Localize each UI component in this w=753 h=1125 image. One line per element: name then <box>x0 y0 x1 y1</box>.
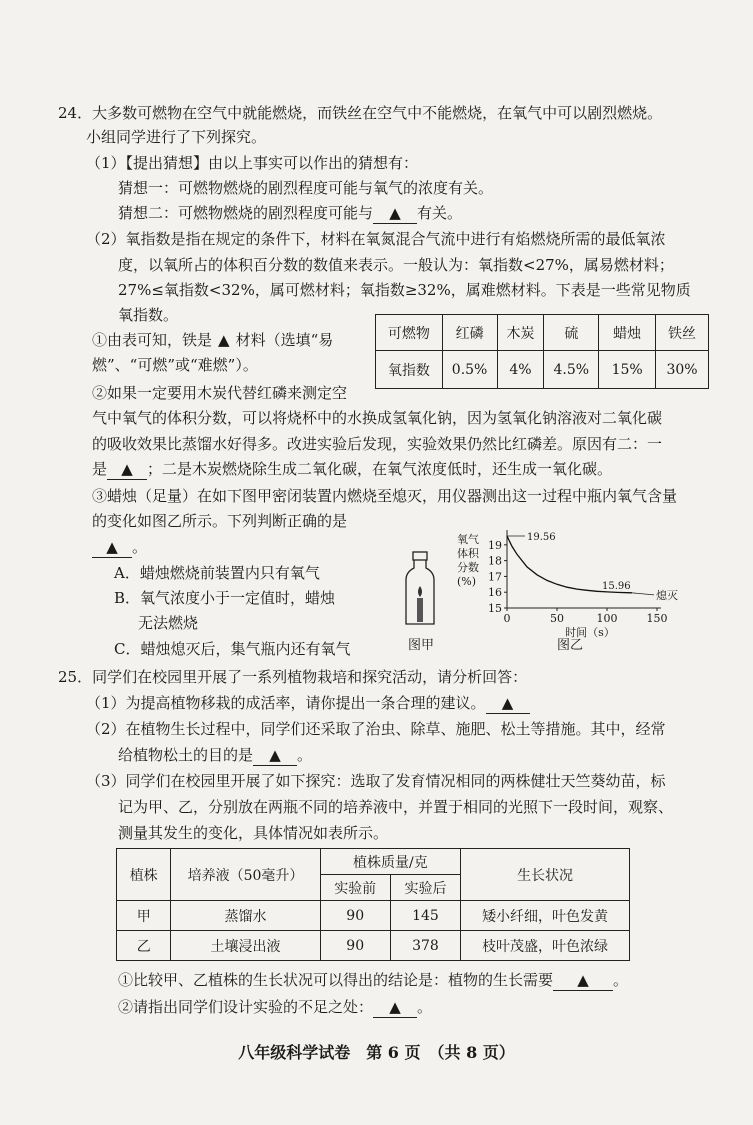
q25-p1 <box>86 693 530 714</box>
blank-mark: ▲ <box>553 970 613 991</box>
q24-line2: 小组同学进行了下列探究。 <box>86 128 267 146</box>
q24-s3-l3 <box>92 537 147 558</box>
cell-plant: 乙 <box>117 931 171 961</box>
cell-before: 90 <box>320 931 390 961</box>
th-charcoal: 木炭 <box>497 315 544 351</box>
q25-line1: 25．同学们在校园里开展了一系列植物栽培和探究活动，请分析回答： <box>58 668 528 686</box>
s3-end: 。 <box>132 538 148 556</box>
y-tick-label: 15 <box>488 602 502 615</box>
q24-s2-l1: ②如果一定要用木炭代替红磷来测定空 <box>92 384 348 402</box>
option-c: C．蜡烛熄灭后，集气瓶内还有氧气 <box>114 640 351 658</box>
cell-charcoal: 4% <box>497 351 544 389</box>
q25-p2-l2 <box>118 745 312 766</box>
blank-mark: ▲ <box>373 997 417 1018</box>
s1-text: ①由表可知，铁是 <box>92 331 213 349</box>
y-axis-label: 分数 <box>457 561 479 574</box>
cell-liquid: 蒸馏水 <box>171 901 320 931</box>
jar-stopper <box>413 552 427 560</box>
th-plant: 植株 <box>117 849 171 901</box>
y-axis-label: 氧气 <box>457 533 479 546</box>
cell-growth: 枝叶茂盛，叶色浓绿 <box>461 931 630 961</box>
q25-p1-text: （1）为提高植物移栽的成活率，请你提出一条合理的建议。 <box>86 694 486 712</box>
end-annotation: 15.96 <box>602 580 631 592</box>
q25-p3-l1: （3）同学们在校园里开展了如下探究：选取了发育情况相同的两株健壮天竺葵幼苗，标 <box>86 772 666 790</box>
blank-mark: ▲ <box>92 537 132 558</box>
x-tick-label: 150 <box>646 612 668 625</box>
y-tick-label: 18 <box>488 554 502 568</box>
cell-liquid: 土壤浸出液 <box>171 931 320 961</box>
q24-s1-l1 <box>92 330 333 350</box>
cell-sulfur: 4.5% <box>544 351 599 389</box>
option-b-l1: B．氧气浓度小于一定值时，蜡烛 <box>114 589 336 607</box>
q24-s3-l1: ③蜡烛（足量）在如下图甲密闭装置内燃烧至熄灭，用仪器测出这一过程中瓶内氧气含量 <box>92 487 678 505</box>
blank-mark: ▲ <box>486 693 530 714</box>
figure-a-label: 图甲 <box>408 638 435 653</box>
oxygen-chart <box>455 515 717 655</box>
q25-c2 <box>118 997 432 1018</box>
th-combustible: 可燃物 <box>376 315 443 351</box>
blank-mark: ▲ <box>373 203 417 224</box>
q24-p2-l2: 度，以氧所占的体积百分数的数值来表示。一般认为：氧指数<27%，属易燃材料； <box>118 256 674 274</box>
cell-red-phosphorus: 0.5% <box>442 351 497 389</box>
cell-before: 90 <box>320 901 390 931</box>
end-annotation-line <box>632 593 654 595</box>
table-row <box>117 931 630 961</box>
th-after: 实验后 <box>390 875 460 901</box>
cell-candle: 15% <box>599 351 656 389</box>
q24-p2-l1: （2）氧指数是指在规定的条件下，材料在氧氮混合气流中进行有焰燃烧所需的最低氧浓 <box>86 230 666 248</box>
row-label-oxygen-index: 氧指数 <box>376 351 443 389</box>
s2-text: 是 <box>92 460 108 478</box>
x-tick-label: 0 <box>503 612 511 625</box>
s1-text-b: 材料（选填“易 <box>235 331 334 349</box>
q24-s1-l2: 燃”、“可燃”或“难燃”）。 <box>92 356 258 374</box>
end-label: 熄灭 <box>656 588 678 602</box>
guess2-text: 猜想二：可燃物燃烧的剧烈程度可能与 <box>118 204 374 222</box>
th-before: 实验前 <box>320 875 390 901</box>
th-red-phosphorus: 红磷 <box>442 315 497 351</box>
q24-p1-head: （1）【提出猜想】由以上事实可以作出的猜想有： <box>86 154 419 172</box>
q25-p2-l1: （2）在植物生长过程中，同学们还采取了治虫、除草、施肥、松土等措施。其中，经常 <box>86 720 666 738</box>
q24-s2-l2: 气中氧气的体积分数，可以将烧杯中的水换成氢氧化钠，因为氢氧化钠溶液对二氧化碳 <box>92 409 663 427</box>
y-tick-label: 19 <box>488 538 502 552</box>
x-tick-label: 50 <box>550 612 564 625</box>
th-mass: 植株质量/克 <box>320 849 461 875</box>
jar-candle-figure <box>400 550 440 630</box>
figure-b-label: 图乙 <box>557 638 584 653</box>
s2-text-b: ；二是木炭燃烧除生成二氧化碳，在氧气浓度低时，还生成一氧化碳。 <box>147 460 613 478</box>
oxygen-index-table <box>375 314 709 389</box>
y-axis-label: 体积 <box>457 547 479 560</box>
c1-text: ①比较甲、乙植株的生长状况可以得出的结论是：植物的生长需要 <box>118 971 554 989</box>
q24-line1: 24．大多数可燃物在空气中就能燃烧，而铁丝在空气中不能燃烧，在氧气中可以剧烈燃烧。 <box>58 104 663 122</box>
plant-growth-table <box>116 848 630 961</box>
th-sulfur: 硫 <box>544 315 599 351</box>
start-annotation: 19.56 <box>527 532 556 543</box>
q25-c1 <box>118 970 628 991</box>
cell-after: 378 <box>390 931 460 961</box>
c1-end: 。 <box>613 971 629 989</box>
q24-p2-l3: 27%≤氧指数<32%，属可燃材料；氧指数≥32%，属难燃材料。下表是一些常见物质 <box>118 281 691 299</box>
c2-text: ②请指出同学们设计实验的不足之处： <box>118 998 374 1016</box>
th-liquid: 培养液（50毫升） <box>171 849 320 901</box>
q25-p3-l2: 记为甲、乙，分别放在两瓶不同的培养液中，并置于相同的光照下一段时间，观察、 <box>118 798 674 816</box>
q25-p3-l3: 测量其发生的变化，具体情况如表所示。 <box>118 824 389 842</box>
cell-after: 145 <box>390 901 460 931</box>
q24-s2-l3: 的吸收效果比蒸馏水好得多。改进实验后发现，实验效果仍然比红磷差。原因有二：一 <box>92 435 663 453</box>
cell-iron-wire: 30% <box>656 351 709 389</box>
q25-p2-text: 给植物松土的目的是 <box>118 746 254 764</box>
guess2-end: 有关。 <box>417 204 463 222</box>
cell-plant: 甲 <box>117 901 171 931</box>
x-tick-label: 100 <box>596 612 618 625</box>
blank-mark: ▲ <box>253 745 297 766</box>
q24-guess1: 猜想一：可燃物燃烧的剧烈程度可能与氧气的浓度有关。 <box>118 179 494 197</box>
q24-guess2 <box>118 203 462 224</box>
blank-mark: ▲ <box>218 331 230 349</box>
page-footer: 八年级科学试卷 第 6 页 （共 8 页） <box>238 1043 515 1062</box>
x-axis-label: 时间（s） <box>565 626 615 639</box>
q25-p2-end: 。 <box>297 746 313 764</box>
th-candle: 蜡烛 <box>599 315 656 351</box>
table-row <box>117 901 630 931</box>
cell-growth: 矮小纤细，叶色发黄 <box>461 901 630 931</box>
option-a: A．蜡烛燃烧前装置内只有氧气 <box>114 564 320 582</box>
blank-mark: ▲ <box>107 459 147 480</box>
y-axis-label: (%) <box>457 575 477 588</box>
candle-flame-icon <box>418 586 422 597</box>
q24-s2-l4 <box>92 459 612 480</box>
option-b-l2: 无法燃烧 <box>138 614 199 632</box>
c2-end: 。 <box>417 998 433 1016</box>
th-iron-wire: 铁丝 <box>656 315 709 351</box>
q24-s3-l2: 的变化如图乙所示。下列判断正确的是 <box>92 512 348 530</box>
candle-body <box>417 598 423 622</box>
y-tick-label: 17 <box>488 570 502 584</box>
th-growth: 生长状况 <box>461 849 630 901</box>
q24-p2-l4: 氧指数。 <box>118 306 179 324</box>
y-tick-label: 16 <box>488 586 502 600</box>
